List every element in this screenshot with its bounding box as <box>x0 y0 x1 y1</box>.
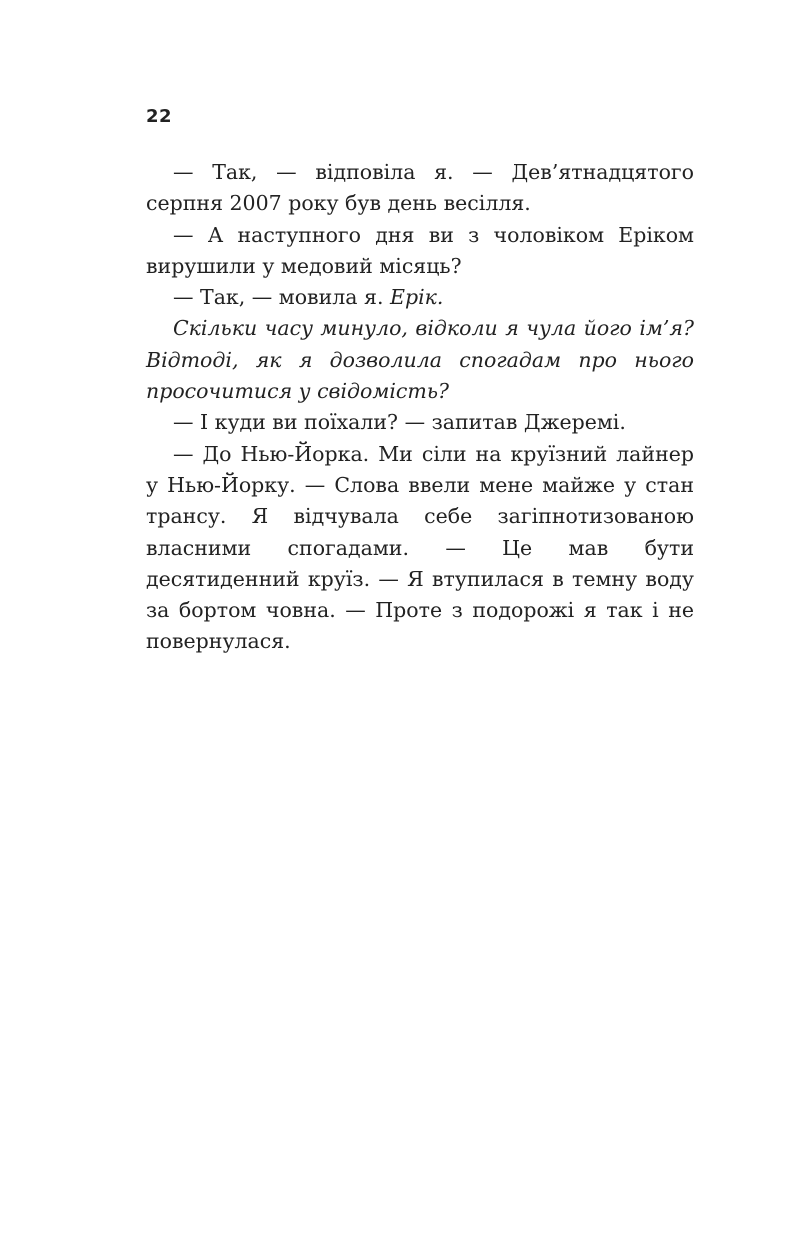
paragraph-1: — Так, — відповіла я. — Дев’ятнадцятого серпня 2007 року був день весілля. <box>146 160 694 216</box>
paragraph-3-text: — Так, — мовила я. <box>173 285 390 310</box>
paragraph-2: — А наступного дня ви з чоловіком Еріком вирушили у медовий місяць? <box>146 222 694 278</box>
page-number: 22 <box>146 106 173 127</box>
paragraph-3-italic: Ерік. <box>390 285 444 310</box>
paragraph-5: — І куди ви поїхали? — запитав Джеремі. <box>173 410 626 435</box>
body-text <box>146 157 694 658</box>
paragraph-3 <box>146 282 694 313</box>
paragraph-4-italic: Скільки часу минуло, відколи я чула його ім’я? Відтоді, як я дозволила спогадам про нього просочитися у свідомість? <box>146 316 694 404</box>
paragraph-6: — До Нью-Йорка. Ми сіли на круїзний лайнер у Нью-Йорку. — Слова ввели мене майже у стан трансу. Я відчувала себе загіпнотизованою власними спогадами. — Це мав бути десятиденний круїз. — Я втупилася в темну воду за бортом човна. — Проте з подорожі я так і не повернулася. <box>146 441 694 654</box>
